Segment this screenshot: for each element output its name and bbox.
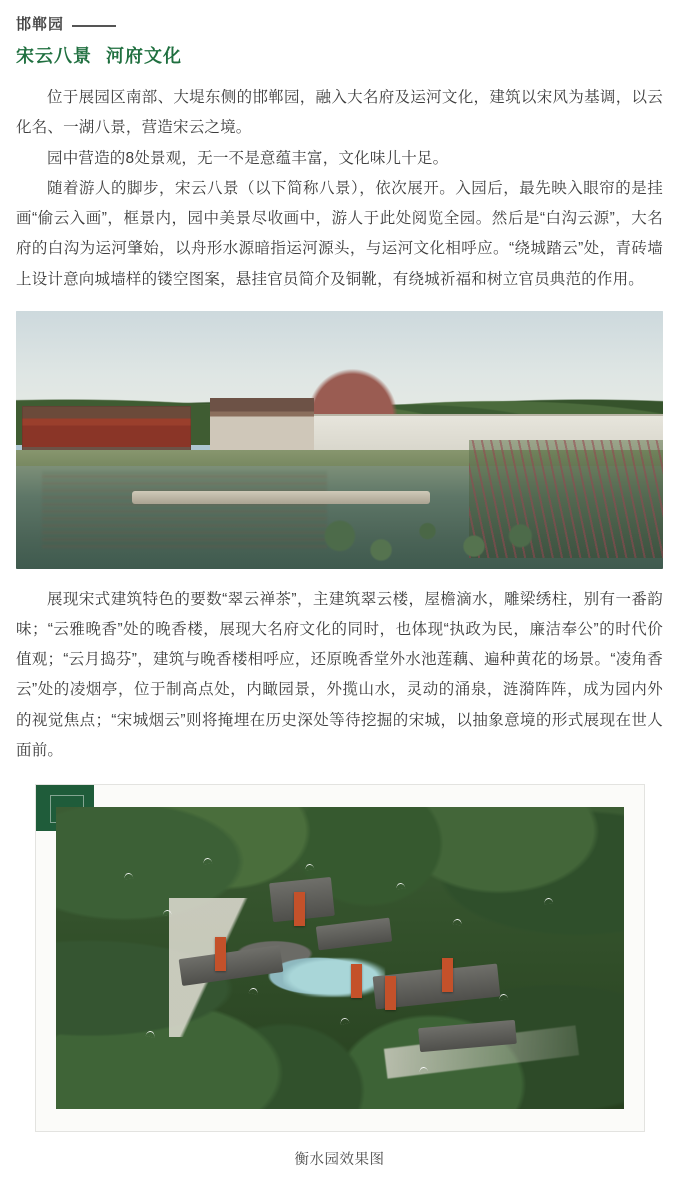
render-red-banner xyxy=(215,937,226,971)
kicker-dash-icon xyxy=(72,25,116,27)
page-title-sub: 河府文化 xyxy=(106,46,183,66)
kicker-text: 邯郸园 xyxy=(16,16,65,33)
kicker-line xyxy=(16,14,663,35)
photo-reflection xyxy=(42,471,327,548)
page-title xyxy=(16,44,663,69)
render-red-banner xyxy=(442,958,453,992)
figure-caption: 衡水园效果图 xyxy=(294,1152,385,1169)
photo-pavilion xyxy=(210,398,314,450)
page-title-main: 宋云八景 xyxy=(16,46,92,66)
photo-stone-bridge xyxy=(132,491,430,504)
paragraph: 位于展园区南部、大堤东侧的邯郸园，融入大名府及运河文化，建筑以宋风为基调，以云化名、一湖八景，营造宋云之境。 xyxy=(16,89,663,137)
rendering-frame xyxy=(35,784,645,1132)
paragraph: 展现宋式建筑特色的要数“翠云禅茶”，主建筑翠云楼，屋檐滴水，雕梁绣柱，别有一番韵味；“云雅晚香”处的晚香楼，展现大名府文化的同时，也体现“执政为民，廉洁奉公”的时代价值观；“云月捣芬”，建筑与晚香楼相呼应，还原晚香堂外水池莲藕、遍种黄花的场景。“凌角香云”处的凌烟亭，位于制高点处，内瞰园景，外揽山水，灵动的涌泉，涟漪阵阵，成为园内外的视觉焦点；“宋城烟云”则将掩埋在历史深处等待挖掘的宋城，以抽象意境的形式展现在世人面前。 xyxy=(16,590,663,759)
photo-garden-landscape xyxy=(16,311,663,569)
render-red-banner xyxy=(294,892,305,926)
article-header xyxy=(16,14,663,69)
rendering-figure xyxy=(16,784,663,1132)
intro-text-block xyxy=(16,83,663,295)
body-text-block xyxy=(16,585,663,766)
render-red-banner xyxy=(351,964,362,998)
photo-aerial-rendering xyxy=(56,807,624,1109)
paragraph: 随着游人的脚步，宋云八景（以下简称八景），依次展开。入园后，最先映入眼帘的是挂画“偷云入画”，框景内，园中美景尽收画中，游人于此处阅览全园。然后是“白沟云源”，大名府的白沟为运河肇始，以舟形水源暗指运河源头，与运河文化相呼应。“绕城踏云”处，青砖墙上设计意向城墙样的镂空图案，悬挂官员简介及铜靴，有绕城祈福和树立官员典范的作用。 xyxy=(16,179,663,288)
paragraph: 园中营造的8处景观，无一不是意蕴丰富，文化味儿十足。 xyxy=(47,149,449,167)
render-red-banner xyxy=(385,976,396,1010)
render-pond xyxy=(283,958,385,997)
photo-lily-pads xyxy=(314,517,573,563)
